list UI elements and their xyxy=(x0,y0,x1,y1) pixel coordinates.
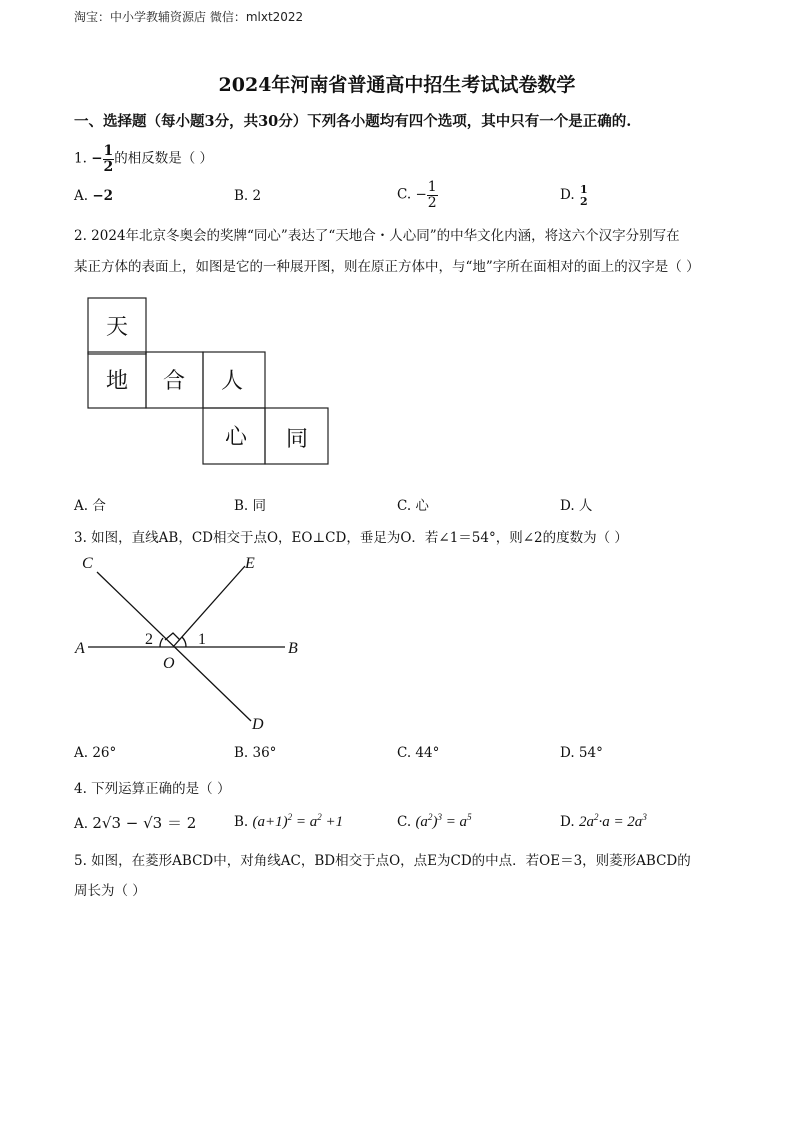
q4-option-a[interactable]: A. 2√3 − √3 ＝ 2 xyxy=(74,814,197,832)
q1-option-d[interactable]: D. 1 2 xyxy=(560,183,588,208)
q3-option-d[interactable]: D. 54° xyxy=(560,745,603,761)
q2-option-b[interactable]: B. 同 xyxy=(234,498,267,514)
page-header: 淘宝：中小学教辅资源店 微信：mlxt2022 xyxy=(74,10,304,24)
label-d: D xyxy=(252,716,264,733)
net-char-tong: 同 xyxy=(285,427,309,452)
label-b: B xyxy=(288,640,298,657)
label-c: C xyxy=(82,555,93,572)
question-1 xyxy=(74,144,213,174)
q2-option-c[interactable]: C. 心 xyxy=(397,498,429,514)
q3-option-c[interactable]: C. 44° xyxy=(397,745,440,761)
net-char-xin: 心 xyxy=(224,425,248,450)
q2-option-d[interactable]: D. 人 xyxy=(560,498,593,514)
angle-1-arc xyxy=(182,637,186,647)
q1-number: 1. xyxy=(74,150,87,167)
q4-option-d[interactable]: D. $2a^2\cdot a = 2a^3$ xyxy=(560,812,647,830)
q1-stem: 的相反数是（ ） xyxy=(114,150,214,167)
angle-2-arc xyxy=(160,638,163,647)
q1-fraction: $\frac{1}{2}$ xyxy=(103,143,114,175)
page-title: 2024年河南省普通高中招生考试试卷数学 xyxy=(218,74,576,96)
net-char-di: 地 xyxy=(105,369,129,394)
q5-stem-line1: 5. 如图，在菱形ABCD中，对角线AC，BD相交于点O，点E为CD的中点．若OE＝3，则菱形ABCD的 xyxy=(74,853,691,869)
label-angle-2: 2 xyxy=(145,631,153,648)
q3-option-b[interactable]: B. 36° xyxy=(234,745,277,761)
net-char-tian: 天 xyxy=(105,315,129,340)
q5-stem-line2: 周长为（ ） xyxy=(74,883,146,899)
q3-stem: 3. 如图，直线AB，CD相交于点O，EO⊥CD，垂足为O．若∠1＝54°，则∠2的度数为（ ） xyxy=(74,530,628,546)
q4-option-b[interactable]: B. $(a+1)^2 = a^2 +1$ xyxy=(234,812,344,830)
q2-option-a[interactable]: A. 合 xyxy=(74,498,106,514)
cube-net-figure xyxy=(86,296,332,466)
ray-oe xyxy=(173,566,245,647)
net-char-he: 合 xyxy=(162,369,186,394)
net-char-ren: 人 xyxy=(220,369,244,394)
q2-stem-line1: 2. 2024年北京冬奥会的奖牌“同心”表达了“天地合・人心同”的中华文化内涵，将这六个汉字分别写在 xyxy=(74,228,680,244)
section-heading: 一、选择题（每小题3分，共30分）下列各小题均有四个选项，其中只有一个是正确的. xyxy=(74,113,632,130)
q4-option-c[interactable]: C. $(a^2)^3 = a^5$ xyxy=(397,812,472,830)
q4-stem: 4. 下列运算正确的是（ ） xyxy=(74,781,231,797)
label-o: O xyxy=(163,655,175,672)
right-angle-mark xyxy=(165,633,180,640)
label-e: E xyxy=(245,555,255,572)
label-angle-1: 1 xyxy=(198,631,206,648)
q1-option-b[interactable]: B. 2 xyxy=(234,188,262,204)
q1-sign: − xyxy=(91,150,103,167)
q1-option-a[interactable]: A. −2 xyxy=(74,188,114,204)
angle-figure xyxy=(70,550,320,735)
q2-stem-line2: 某正方体的表面上，如图是它的一种展开图，则在原正方体中，与“地”字所在面相对的面上的汉字是（ ） xyxy=(74,259,700,275)
q3-option-a[interactable]: A. 26° xyxy=(74,745,117,761)
q1-option-c[interactable]: C. − $\frac{1}{2}$ xyxy=(397,179,437,211)
label-a: A xyxy=(75,640,85,657)
